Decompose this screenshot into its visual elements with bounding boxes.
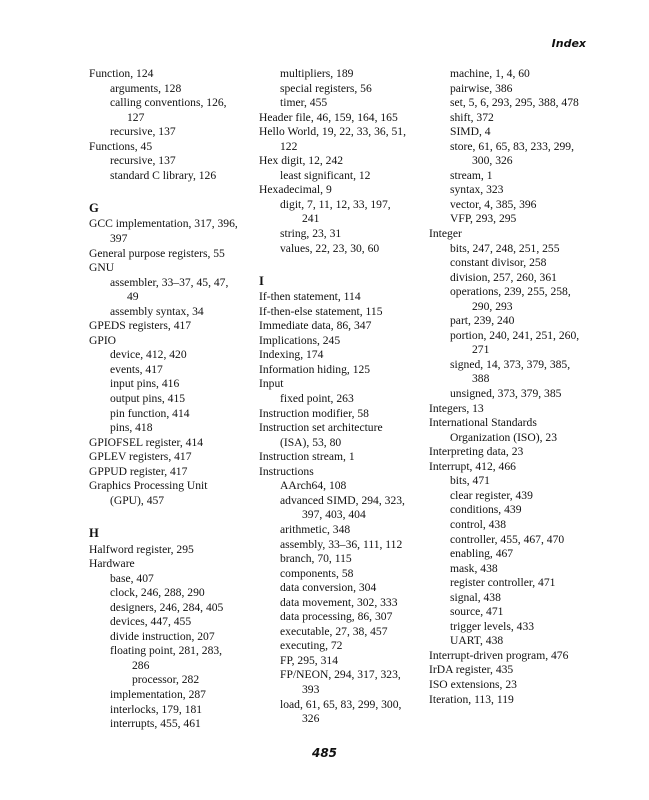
index-entry: International Standards	[429, 416, 537, 430]
index-subentry: constant divisor, 258	[450, 256, 547, 270]
index-subentry: 388	[472, 372, 490, 386]
index-subentry: VFP, 293, 295	[450, 212, 517, 226]
index-entry: Instruction set architecture	[259, 421, 383, 435]
index-subentry: recursive, 137	[110, 154, 176, 168]
index-entry: GPPUD register, 417	[89, 464, 188, 478]
index-subentry: events, 417	[110, 362, 163, 376]
section-letter-heading: G	[89, 200, 99, 215]
index-subentry: signed, 14, 373, 379, 385,	[450, 357, 571, 371]
index-entry: Hexadecimal, 9	[259, 183, 332, 197]
index-subentry: bits, 471	[450, 474, 490, 488]
index-subentry: input pins, 416	[110, 377, 180, 391]
index-subentry: pairwise, 386	[450, 81, 513, 95]
index-subentry: vector, 4, 385, 396	[450, 197, 537, 211]
index-entry: GPLEV registers, 417	[89, 450, 192, 464]
index-subentry: register controller, 471	[450, 576, 556, 590]
index-entry: Instruction stream, 1	[259, 450, 355, 464]
section-letter-heading: H	[89, 525, 99, 540]
index-subentry: portion, 240, 241, 251, 260,	[450, 328, 580, 342]
index-entry: GCC implementation, 317, 396,	[89, 217, 238, 231]
index-subentry: store, 61, 65, 83, 233, 299,	[450, 139, 574, 153]
index-subentry: controller, 455, 467, 470	[450, 532, 565, 546]
index-subentry: 271	[472, 343, 490, 357]
index-subentry: trigger levels, 433	[450, 619, 535, 633]
index-entry: Integer	[429, 227, 462, 241]
index-subentry: special registers, 56	[280, 81, 372, 95]
index-subentry: UART, 438	[450, 634, 504, 648]
index-entry: Instructions	[259, 464, 314, 478]
index-subentry: assembly, 33–36, 111, 112	[280, 537, 403, 551]
index-entry: Information hiding, 125	[259, 362, 371, 376]
index-entry: Hex digit, 12, 242	[259, 154, 344, 168]
index-subentry: pin function, 414	[110, 406, 190, 420]
index-subentry: divide instruction, 207	[110, 629, 215, 643]
index-subentry: assembler, 33–37, 45, 47,	[110, 275, 229, 289]
index-entry: Indexing, 174	[259, 348, 324, 362]
index-entry: Implications, 245	[259, 333, 341, 347]
index-subentry: least significant, 12	[280, 168, 371, 182]
index-subentry: clock, 246, 288, 290	[110, 586, 205, 600]
index-subentry: interrupts, 455, 461	[110, 717, 201, 731]
index-entry: IrDA register, 435	[429, 663, 514, 677]
index-subentry: 290, 293	[472, 299, 513, 313]
section-spacer	[89, 508, 254, 523]
index-subentry: syntax, 323	[450, 183, 504, 197]
index-subentry: branch, 70, 115	[280, 552, 352, 566]
index-subentry: operations, 239, 255, 258,	[450, 285, 571, 299]
index-subentry: pins, 418	[110, 421, 153, 435]
index-subentry: data processing, 86, 307	[280, 610, 393, 624]
index-subentry: AArch64, 108	[280, 479, 347, 493]
index-subentry: output pins, 415	[110, 392, 186, 406]
section-spacer	[259, 256, 424, 271]
index-subentry: 49	[127, 290, 139, 304]
index-entry: Iteration, 113, 119	[429, 692, 514, 706]
index-entry: Hello World, 19, 22, 33, 36, 51,	[259, 125, 406, 139]
index-subentry: base, 407	[110, 571, 154, 585]
index-entry: Immediate data, 86, 347	[259, 319, 372, 333]
section-letter-heading: I	[259, 273, 264, 288]
index-subentry: unsigned, 373, 379, 385	[450, 387, 562, 401]
index-subentry: SIMD, 4	[450, 125, 491, 139]
index-subentry: clear register, 439	[450, 488, 533, 502]
index-entry: Hardware	[89, 557, 135, 571]
index-subentry: assembly syntax, 34	[110, 304, 204, 318]
index-entry: Interrupt-driven program, 476	[429, 648, 569, 662]
index-entry: Function, 124	[89, 67, 154, 80]
index-subentry: control, 438	[450, 517, 507, 531]
index-subentry: values, 22, 23, 30, 60	[280, 241, 380, 255]
index-entry: GPIOFSEL register, 414	[89, 435, 204, 449]
index-subentry: device, 412, 420	[110, 348, 187, 362]
index-subentry: mask, 438	[450, 561, 498, 575]
index-column-1	[89, 67, 254, 732]
index-subentry: enabling, 467	[450, 547, 514, 561]
index-subentry: conditions, 439	[450, 503, 522, 517]
index-subentry: data movement, 302, 333	[280, 595, 398, 609]
index-subentry: 241	[302, 212, 320, 226]
index-subentry: bits, 247, 248, 251, 255	[450, 241, 560, 255]
index-subentry: digit, 7, 11, 12, 33, 197,	[280, 197, 391, 211]
index-subentry: 286	[132, 658, 150, 672]
index-subentry: standard C library, 126	[110, 168, 217, 182]
index-subentry: (GPU), 457	[110, 493, 165, 507]
index-subentry: (ISA), 53, 80	[280, 435, 342, 449]
index-entry: Integers, 13	[429, 401, 484, 415]
index-subentry: part, 239, 240	[450, 314, 515, 328]
index-subentry: set, 5, 6, 293, 295, 388, 478	[450, 96, 579, 110]
index-subentry: arguments, 128	[110, 81, 182, 95]
index-subentry: source, 471	[450, 605, 504, 619]
index-subentry: designers, 246, 284, 405	[110, 600, 224, 614]
index-entry: Functions, 45	[89, 139, 153, 153]
index-subentry: fixed point, 263	[280, 392, 354, 406]
index-subentry: recursive, 137	[110, 125, 176, 139]
index-subentry: 127	[127, 110, 145, 124]
index-entry: If-then-else statement, 115	[259, 304, 383, 318]
index-subentry: division, 257, 260, 361	[450, 270, 557, 284]
index-subentry: signal, 438	[450, 590, 501, 604]
index-entry: Instruction modifier, 58	[259, 406, 369, 420]
index-entry: Graphics Processing Unit	[89, 479, 208, 493]
index-subentry: floating point, 281, 283,	[110, 644, 223, 658]
index-entry: General purpose registers, 55	[89, 246, 225, 260]
index-subentry: Organization (ISO), 23	[450, 430, 558, 444]
index-entry: Interrupt, 412, 466	[429, 459, 516, 473]
index-subentry: arithmetic, 348	[280, 522, 351, 536]
index-subentry: 326	[302, 712, 320, 726]
index-subentry: 300, 326	[472, 154, 513, 168]
index-subentry: 393	[302, 682, 320, 696]
index-subentry: components, 58	[280, 566, 354, 580]
index-subentry: machine, 1, 4, 60	[450, 67, 530, 80]
index-subentry: load, 61, 65, 83, 299, 300,	[280, 697, 402, 711]
running-header: Index	[551, 37, 586, 50]
index-subentry: devices, 447, 455	[110, 615, 192, 629]
index-subentry: processor, 282	[132, 673, 200, 687]
index-entry: GPEDS registers, 417	[89, 319, 192, 333]
index-subentry: advanced SIMD, 294, 323,	[280, 493, 405, 507]
index-subentry: data conversion, 304	[280, 581, 377, 595]
section-spacer	[89, 183, 254, 198]
index-subentry: 397	[110, 232, 128, 246]
index-entry: GPIO	[89, 333, 117, 347]
index-subentry: calling conventions, 126,	[110, 96, 227, 110]
index-column-3	[429, 67, 594, 707]
index-subentry: executable, 27, 38, 457	[280, 624, 388, 638]
index-subentry: stream, 1	[450, 168, 493, 182]
index-subentry: string, 23, 31	[280, 227, 342, 241]
index-subentry: shift, 372	[450, 110, 494, 124]
index-entry: Halfword register, 295	[89, 542, 194, 556]
index-subentry: 122	[280, 139, 298, 153]
index-subentry: FP/NEON, 294, 317, 323,	[280, 668, 401, 682]
index-subentry: 397, 403, 404	[302, 508, 366, 522]
page-number: 485	[311, 746, 338, 760]
index-subentry: interlocks, 179, 181	[110, 702, 203, 716]
index-subentry: multipliers, 189	[280, 67, 354, 80]
index-subentry: FP, 295, 314	[280, 653, 338, 667]
index-entry: Header file, 46, 159, 164, 165	[259, 110, 398, 124]
index-subentry: implementation, 287	[110, 687, 206, 701]
index-column-2	[259, 67, 424, 727]
index-subentry: timer, 455	[280, 96, 328, 110]
index-entry: Input	[259, 377, 284, 391]
index-entry: GNU	[89, 261, 115, 275]
index-subentry: executing, 72	[280, 639, 343, 653]
index-entry: ISO extensions, 23	[429, 677, 517, 691]
index-entry: If-then statement, 114	[259, 290, 361, 304]
index-entry: Interpreting data, 23	[429, 445, 524, 459]
